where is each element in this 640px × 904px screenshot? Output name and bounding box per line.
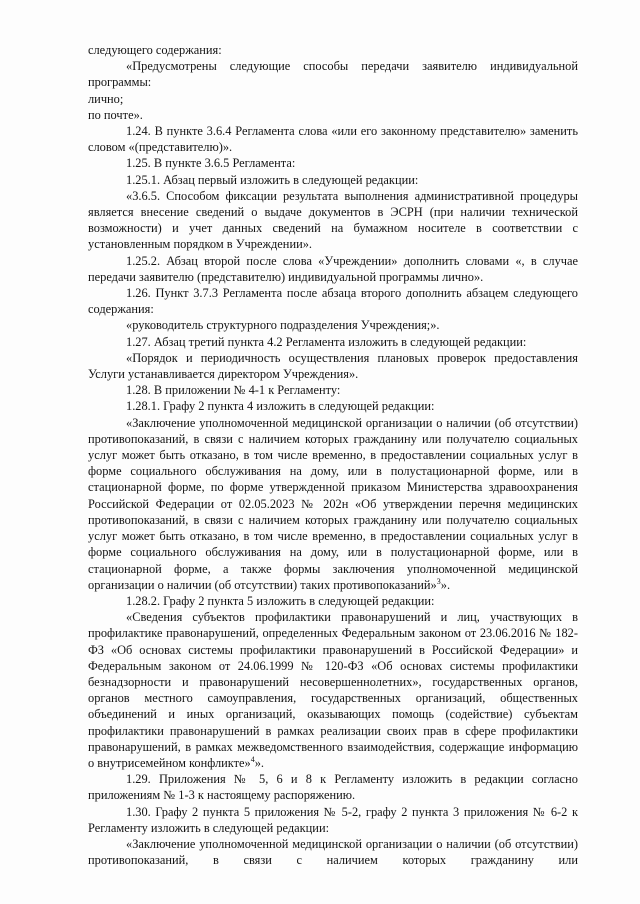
paragraph-p06 xyxy=(88,155,578,171)
paragraph-text: «Порядок и периодичность осуществления плановых проверок предоставления Услуги устанавливается директором Учреждения». xyxy=(88,350,578,382)
paragraph-text: 1.25. В пункте 3.6.5 Регламента: xyxy=(126,156,296,171)
paragraph-text: 1.26. Пункт 3.7.3 Регламента после абзаца второго дополнить абзацем следующего содержания: xyxy=(88,286,578,317)
paragraph-text: 1.24. В пункте 3.6.4 Регламента слова «или его законному представителю» заменить словом «(представителю)». xyxy=(88,124,578,155)
paragraph-text: 1.25.1. Абзац первый изложить в следующей редакции: xyxy=(126,172,419,187)
paragraph-p10 xyxy=(88,285,578,317)
paragraph-text: лично; xyxy=(88,91,124,106)
footnote-marker: 3 xyxy=(436,576,441,586)
paragraph-text: «Заключение уполномоченной медицинской организации о наличии (об отсутствии) противопоказаний, в связи с наличием которых гражданину или xyxy=(88,836,578,868)
paragraph-p11 xyxy=(88,317,578,333)
paragraph-p19 xyxy=(88,771,578,803)
document-body xyxy=(88,42,578,868)
footnote-marker: 4 xyxy=(250,754,255,764)
paragraph-text: 1.27. Абзац третий пункта 4.2 Регламента изложить в следующей редакции: xyxy=(126,334,527,349)
paragraph-p16 xyxy=(88,415,578,593)
paragraph-p21 xyxy=(88,836,578,868)
paragraph-tail: ». xyxy=(440,577,451,592)
paragraph-text: 1.28.2. Графу 2 пункта 5 изложить в следующей редакции: xyxy=(126,593,435,608)
paragraph-p12 xyxy=(88,334,578,350)
paragraph-text: 1.25.2. Абзац второй после слова «Учреждении» дополнить словами «, в случае передачи заявителю (представителю) индивидуальной программы лично». xyxy=(88,253,578,284)
paragraph-p08 xyxy=(88,188,578,253)
paragraph-text: по почте». xyxy=(88,107,143,122)
paragraph-p15 xyxy=(88,398,578,414)
paragraph-p02 xyxy=(88,58,578,90)
paragraph-p05 xyxy=(88,123,578,155)
paragraph-p03 xyxy=(88,91,578,107)
paragraph-text: «Предусмотрены следующие способы передачи заявителю индивидуальной программы: xyxy=(88,59,578,90)
paragraph-p18 xyxy=(88,609,578,771)
paragraph-p01 xyxy=(88,42,578,58)
paragraph-p14 xyxy=(88,382,578,398)
paragraph-p17 xyxy=(88,593,578,609)
paragraph-text: 1.29. Приложения № 5, 6 и 8 к Регламенту изложить в редакции согласно приложениям № 1-3 к настоящему распоряжению. xyxy=(88,772,578,803)
paragraph-text: 1.28. В приложении № 4-1 к Регламенту: xyxy=(126,383,341,398)
paragraph-p20 xyxy=(88,804,578,836)
paragraph-text: «Заключение уполномоченной медицинской организации о наличии (об отсутствии) противопоказаний, в связи с наличием которых гражданину или получателю социальных услуг может быть отказано, в том числе временно, в предоставлении социальных услуг в форме социального обслуживания на дому, или в полустационарной форме, или в стационарной форме, по форме утвержденной приказом Министерства здравоохранения Российской Федерации от 02.05.2023 № 202н «Об утверждении перечня медицинских противопоказаний, в связи с наличием которых гражданину или получателю социальных услуг может быть отказано, в том числе временно, в предоставлении социальных услуг в форме социального обслуживания на дому, или в полустационарной форме, или в стационарной форме, а также формы заключения уполномоченной медицинской организации о наличии (об отсутствии) таких противопоказаний» xyxy=(88,415,578,592)
paragraph-p07 xyxy=(88,172,578,188)
paragraph-text: 1.28.1. Графу 2 пункта 4 изложить в следующей редакции: xyxy=(126,399,435,414)
paragraph-text: «3.6.5. Способом фиксации результата выполнения административной процедуры является внесение сведений о выдаче документов в ЭСРН (при наличии технической возможности) и учет данных сведений на бумажном носителе в соответствии с установленным порядком в Учреждении». xyxy=(88,188,578,252)
paragraph-p04 xyxy=(88,107,578,123)
paragraph-p13 xyxy=(88,350,578,382)
paragraph-p09 xyxy=(88,253,578,285)
paragraph-tail: ». xyxy=(254,755,265,770)
paragraph-text: 1.30. Графу 2 пункта 5 приложения № 5-2, графу 2 пункта 3 приложения № 6-2 к Регламенту изложить в следующей редакции: xyxy=(88,804,578,835)
paragraph-text: «Сведения субъектов профилактики правонарушений и лиц, участвующих в профилактике правонарушений, определенных Федеральным законом от 23.06.2016 № 182-ФЗ «Об основах системы профилактики правонарушений в Российской Федерации» и Федеральным законом от 24.06.1999 № 120-ФЗ «Об основах системы профилактики безнадзорности и правонарушений несовершеннолетних», государственных органов, органов местного самоуправления, государственных организаций, общественных объединений и иных организаций, оказывающих помощь (содействие) субъектам профилактики правонарушений в рамках реализации своих прав в сфере профилактики правонарушений, в рамках межведомственного взаимодействия, содержащие информацию о внутрисемейном конфликте» xyxy=(88,610,578,770)
paragraph-text: следующего содержания: xyxy=(88,43,222,57)
paragraph-text: «руководитель структурного подразделения Учреждения;». xyxy=(126,318,440,333)
